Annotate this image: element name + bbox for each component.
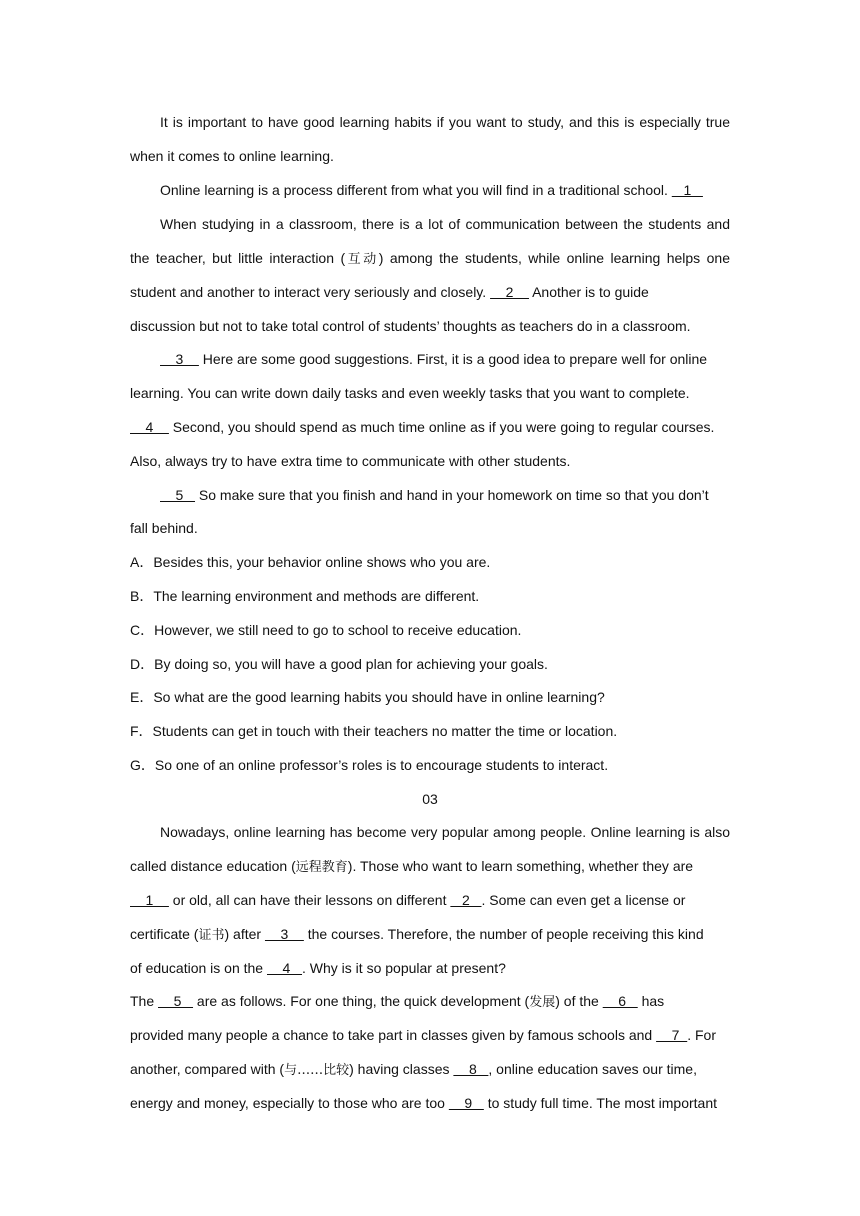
blank-4: 4 bbox=[267, 960, 303, 976]
passage-line: another, compared with (与……比较) having classes 8 , online education saves our time, bbox=[130, 1061, 697, 1078]
passage-line: student and another to interact very seriously and closely. 2 Another is to guide bbox=[130, 284, 649, 300]
passage-line: learning. You can write down daily tasks and even weekly tasks that you want to complete. bbox=[130, 385, 690, 401]
passage-line: When studying in a classroom, there is a lot of communication between the students and bbox=[160, 216, 730, 232]
blank-4: 4 bbox=[130, 419, 169, 435]
passage-line: The 5 are as follows. For one thing, the quick development (发展) of the 6 has bbox=[130, 993, 665, 1010]
blank-6: 6 bbox=[602, 993, 638, 1009]
passage-line: the teacher, but little interaction (互动) among the students, while online learning helps one bbox=[130, 250, 730, 267]
passage-line: 5 So make sure that you finish and hand in your homework on time so that you don’t bbox=[160, 487, 709, 503]
blank-5: 5 bbox=[160, 487, 196, 503]
passage-line: energy and money, especially to those who are too 9 to study full time. The most important bbox=[130, 1095, 718, 1111]
passage-line: when it comes to online learning. bbox=[130, 148, 334, 164]
passage-line: Also, always try to have extra time to communicate with other students. bbox=[130, 453, 571, 469]
passage-line: fall behind. bbox=[130, 520, 198, 536]
option-c: C．However, we still need to go to school to receive education. bbox=[130, 622, 522, 638]
option-d: D．By doing so, you will have a good plan for achieving your goals. bbox=[130, 656, 548, 672]
option-b: B．The learning environment and methods are different. bbox=[130, 588, 480, 604]
passage-line: 1 or old, all can have their lessons on different 2 . Some can even get a license or bbox=[130, 892, 686, 908]
passage-line: Online learning is a process different from what you will find in a traditional school. 1 bbox=[160, 182, 703, 198]
option-e: E．So what are the good learning habits you should have in online learning? bbox=[130, 689, 605, 705]
option-g: G．So one of an online professor’s roles is to encourage students to interact. bbox=[130, 757, 609, 773]
option-f: F．Students can get in touch with their teachers no matter the time or location. bbox=[130, 723, 618, 739]
passage-line: 4 Second, you should spend as much time online as if you were going to regular courses. bbox=[130, 419, 715, 435]
blank-3: 3 bbox=[160, 351, 199, 367]
blank-9: 9 bbox=[448, 1095, 484, 1111]
passage-line: of education is on the 4 . Why is it so popular at present? bbox=[130, 960, 506, 976]
option-a: A．Besides this, your behavior online shows who you are. bbox=[130, 554, 491, 570]
passage-line: called distance education (远程教育). Those who want to learn something, whether they are bbox=[130, 858, 694, 875]
blank-1: 1 bbox=[671, 182, 703, 198]
blank-2: 2 bbox=[450, 892, 482, 908]
passage-line: 3 Here are some good suggestions. First, it is a good idea to prepare well for online bbox=[160, 351, 708, 367]
passage-line: Nowadays, online learning has become very popular among people. Online learning is also bbox=[160, 824, 730, 840]
passage-line: It is important to have good learning habits if you want to study, and this is especially true bbox=[160, 114, 730, 130]
blank-7: 7 bbox=[656, 1027, 688, 1043]
passage-line: provided many people a chance to take part in classes given by famous schools and 7 . For bbox=[130, 1027, 716, 1043]
blank-8: 8 bbox=[453, 1061, 489, 1077]
passage-line: certificate (证书) after 3 the courses. Therefore, the number of people receiving this kind bbox=[130, 926, 704, 943]
blank-5: 5 bbox=[158, 993, 194, 1009]
passage-line: discussion but not to take total control of students’ thoughts as teachers do in a classroom. bbox=[130, 318, 691, 334]
blank-1: 1 bbox=[130, 892, 169, 908]
blank-2: 2 bbox=[490, 284, 529, 300]
blank-3: 3 bbox=[264, 926, 304, 942]
section-number: 03 bbox=[422, 791, 438, 807]
